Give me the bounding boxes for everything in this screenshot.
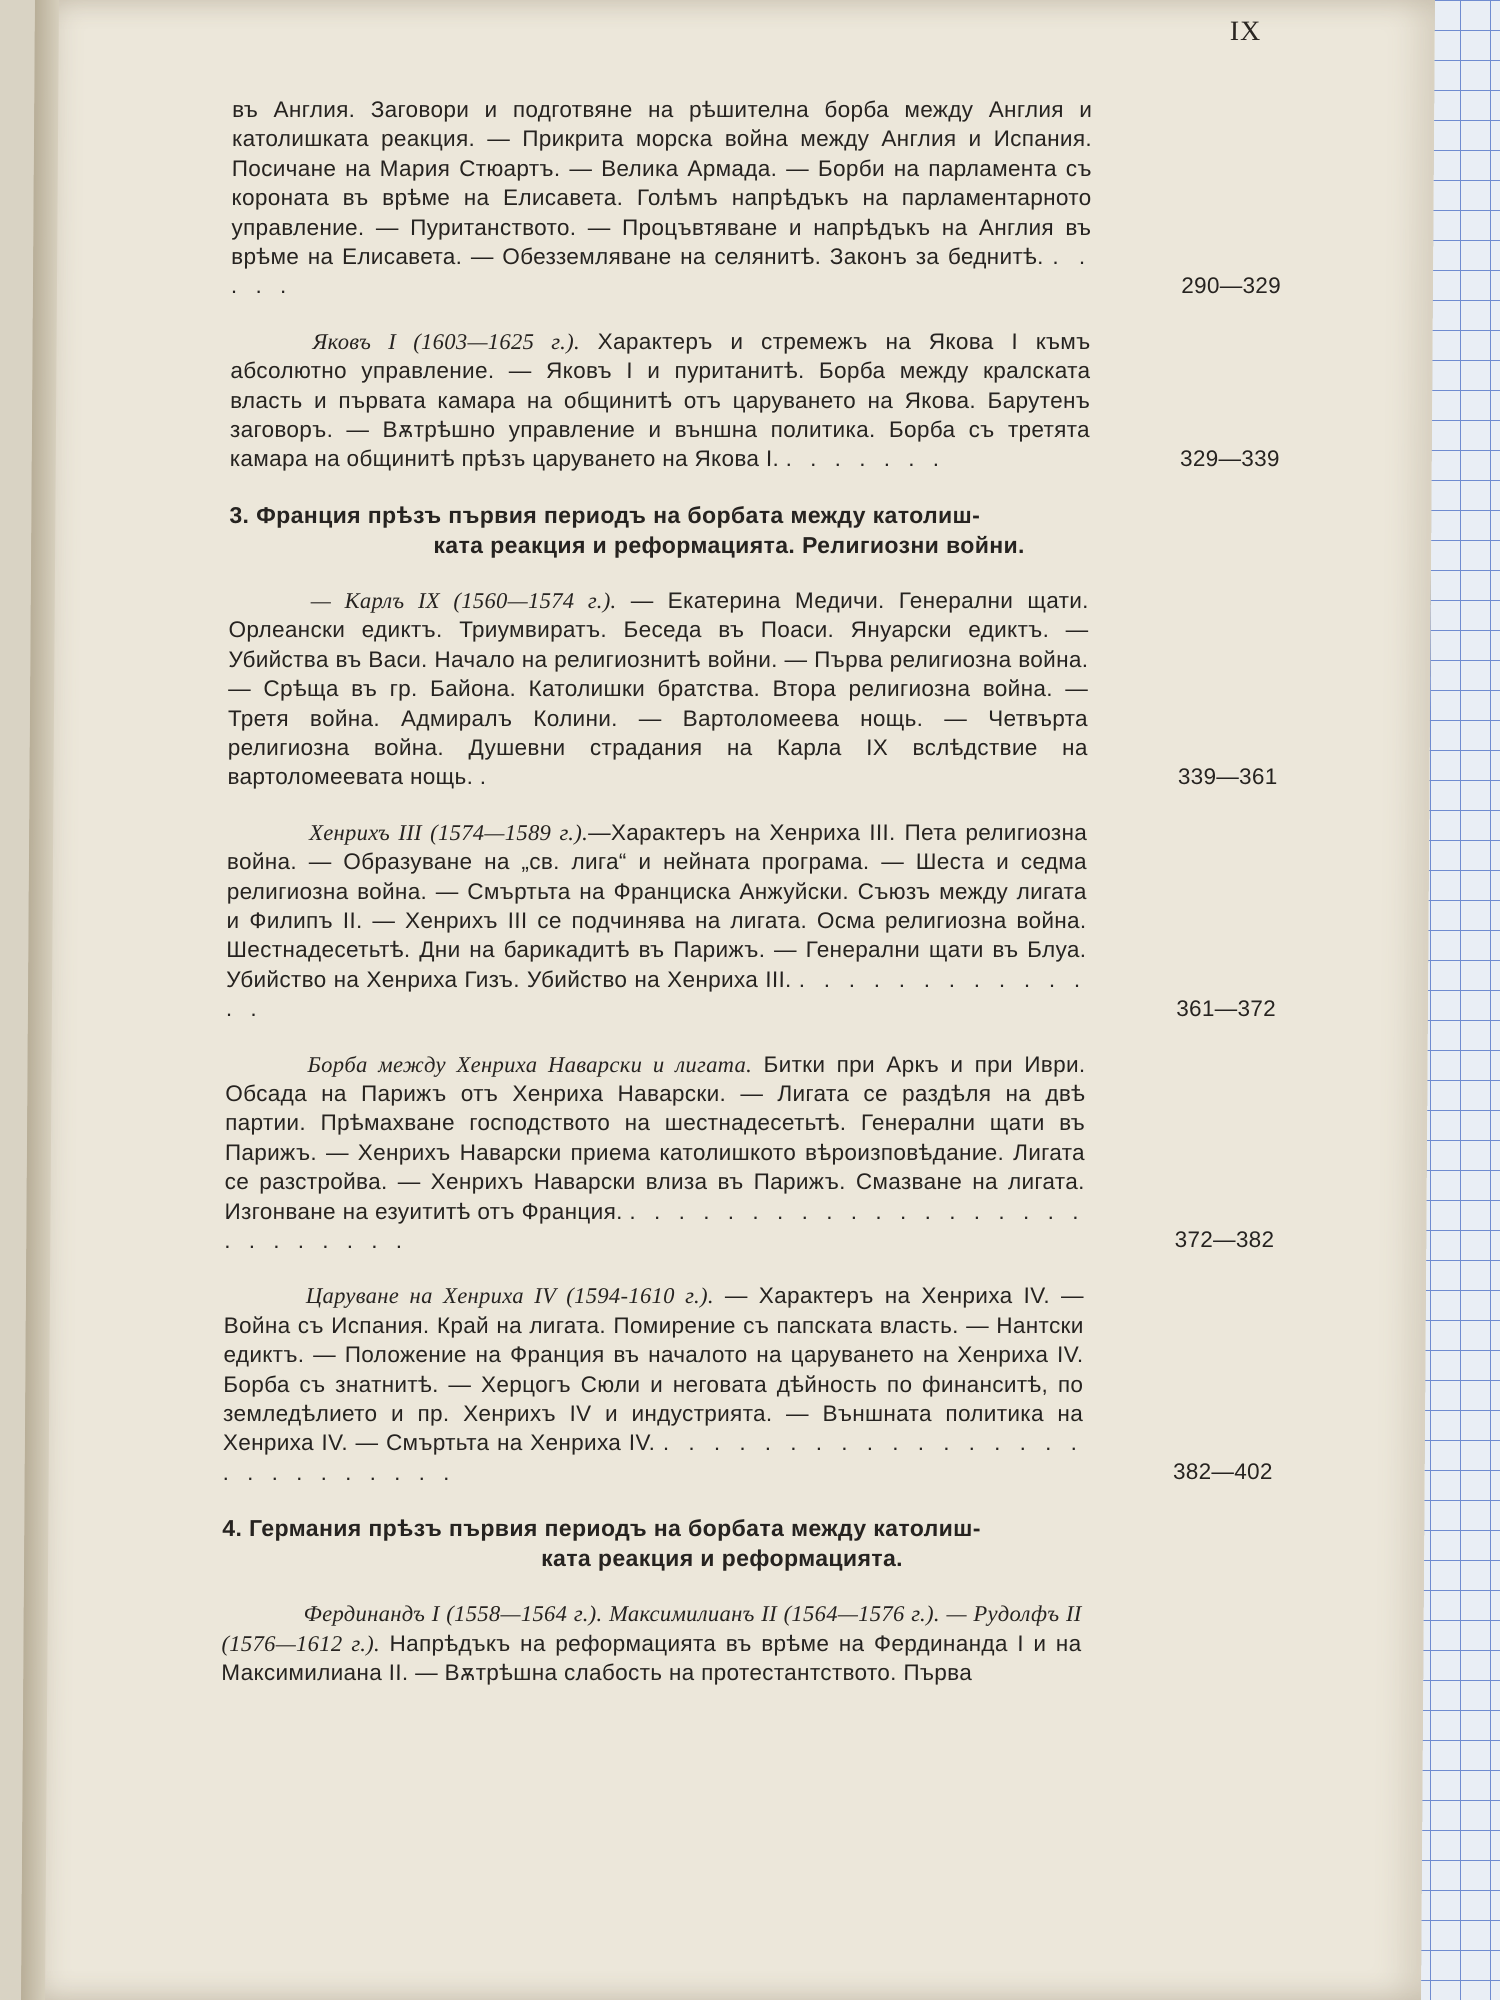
entry-text: въ Англия. Заговори и подготвяне на рѣшителна борба между Англия и католишката реакция. — Прикрита морска война между Англия и Испания. Посичане на Мария Стюартъ. — Велика Армада. — Борби на парламента съ короната въ врѣме на Елисавета. Голѣмъ напрѣдъкъ на парламентарното управление. — Пуританството. — Процъвтяване и напрѣдъкъ на Англия въ врѣме на Елисавета. — Обезземляване на селянитѣ. Законъ за беднитѣ. <box>231 97 1093 270</box>
entry-text: —Характеръ на Хенриха III. Пета религиозна война. — Образуване на „св. лига“ и нейната програма. — Шеста и седма религиозна война. — Смъртьта на Франциска Анжуйски. Съюзъ между лигата и Филипъ II. — Хенрихъ III се подчинява на лигата. Осма религиозна война. Шестнадесетьтѣ. Дни на барикадитѣ въ Парижъ. — Генерални щати въ Блуа. Убийство на Хенриха Гизъ. Убийство на Хенриха III. <box>226 819 1088 992</box>
page-range: 329—339 <box>1180 445 1280 471</box>
section-heading <box>222 1513 1262 1573</box>
page-range: 361—372 <box>1176 995 1277 1021</box>
toc-entry <box>221 1599 1272 1687</box>
entry-lead: Фердинандъ I (1558—1564 г.). Максимилианъ II (1564—1576 г.). — Рудолфъ II (1576—1612 г.). <box>221 1601 1082 1656</box>
toc-entry <box>227 586 1278 792</box>
leader-dots: . . . . . . . . . . . . . . . . . . . . . . . . . . . <box>222 1430 1084 1485</box>
leader-dots: . . . . . . . <box>785 446 946 472</box>
page-range: 372—382 <box>1174 1227 1275 1253</box>
toc-entry <box>224 1050 1275 1256</box>
entry-text: Характеръ и стремежъ на Якова I къмъ абсолютно управление. — Яковъ I и пуританитѣ. Борба между кралската власть и първата камара на общинитѣ отъ царуването на Якова. Барутенъ заговоръ. — Вѫтрѣшно управление и външна политика. Борба съ третята камара на общинитѣ прѣзъ царуването на Якова I. <box>229 328 1091 472</box>
entry-lead: Хенрихъ III (1574—1589 г.). <box>309 819 589 845</box>
heading-line: ката реакция и реформацията. <box>541 1545 904 1572</box>
page-number: IX <box>1229 16 1262 47</box>
table-of-contents <box>221 95 1282 1713</box>
leader-dots: . . . . . <box>230 244 1092 299</box>
heading-line: 4. Германия прѣзъ първия периодъ на борбата между католиш- <box>222 1515 981 1542</box>
entry-text: — Екатерина Медичи. Генерални щати. Орлеански едиктъ. Триумвиратъ. Беседа въ Поаси. Януарски едиктъ. — Убийства въ Васи. Начало на религиознитѣ войни. — Първа религиозна война. — Срѣща въ гр. Байона. Католишки братства. Втора религиозна война. — Третя война. Адмиралъ Колини. — Вартоломеева нощь. — Четвърта религиозна война. Душевни страдания на Карла IX вслѣдствие на вартоломеевата нощь. <box>227 587 1089 790</box>
book-page <box>21 0 1435 2000</box>
page-range: 339—361 <box>1177 763 1278 789</box>
toc-entry <box>226 818 1277 1024</box>
entry-text: Битки при Аркъ и при Иври. Обсада на Парижъ отъ Хенриха Наварски. — Лигата се раздѣля на двѣ партии. Прѣмахване господството на шестнадесетьтѣ. Генерални щати въ Парижъ. — Хенрихъ Наварски приема католишкото вѣроизповѣдание. Лигата се разстройва. — Хенрихъ Наварски влиза въ Парижъ. Смазване на лигата. Изгонване на езуититѣ отъ Франция. <box>224 1051 1086 1224</box>
heading-line: ката реакция и реформацията. Религиозни войни. <box>433 531 1026 558</box>
leader-dots: . . . . . . . . . . . . . . . . . . . . . . . . . . . <box>224 1198 1085 1253</box>
entry-text: — Характеръ на Хенриха IV. — Война съ Испания. Край на лигата. Помирение съ папската власть. — Нантски едиктъ. — Положение на Франция въ началото на царуването на Хенриха IV. Борба съ знатнитѣ. — Херцогъ Сюли и неговата дѣйность по финанситѣ, по земледѣлието и пр. Хенрихъ IV и индустрията. — Външната политика на Хенриха IV. — Смъртьта на Хенриха IV. <box>222 1283 1085 1456</box>
page-range: 290—329 <box>1181 272 1282 298</box>
leader-dots: . . . . . . . . . . . . . . <box>225 966 1087 1022</box>
heading-line: 3. Франция прѣзъ първия периодъ на борбата между католиш- <box>229 501 981 528</box>
section-heading <box>229 500 1269 560</box>
entry-lead: Царуване на Хенриха IV (1594-1610 г.). <box>305 1283 714 1309</box>
toc-entry <box>231 95 1282 301</box>
entry-lead: Яковъ I (1603—1625 г.). <box>312 328 581 354</box>
toc-entry <box>223 1281 1274 1487</box>
entry-lead: — Карлъ IX (1560—1574 г.). <box>310 587 617 613</box>
toc-entry <box>230 327 1281 474</box>
leader-dots: . <box>479 764 493 790</box>
entry-lead: Борба между Хенриха Наварски и лигата. <box>307 1051 753 1077</box>
entry-text: Напрѣдъкъ на реформацията въ врѣме на Фердинанда I и на Максимилиана II. — Вѫтрѣшна слабость на протестантството. Първа <box>221 1630 1082 1686</box>
page-range: 382—402 <box>1172 1459 1273 1485</box>
page-edge <box>21 0 59 2000</box>
